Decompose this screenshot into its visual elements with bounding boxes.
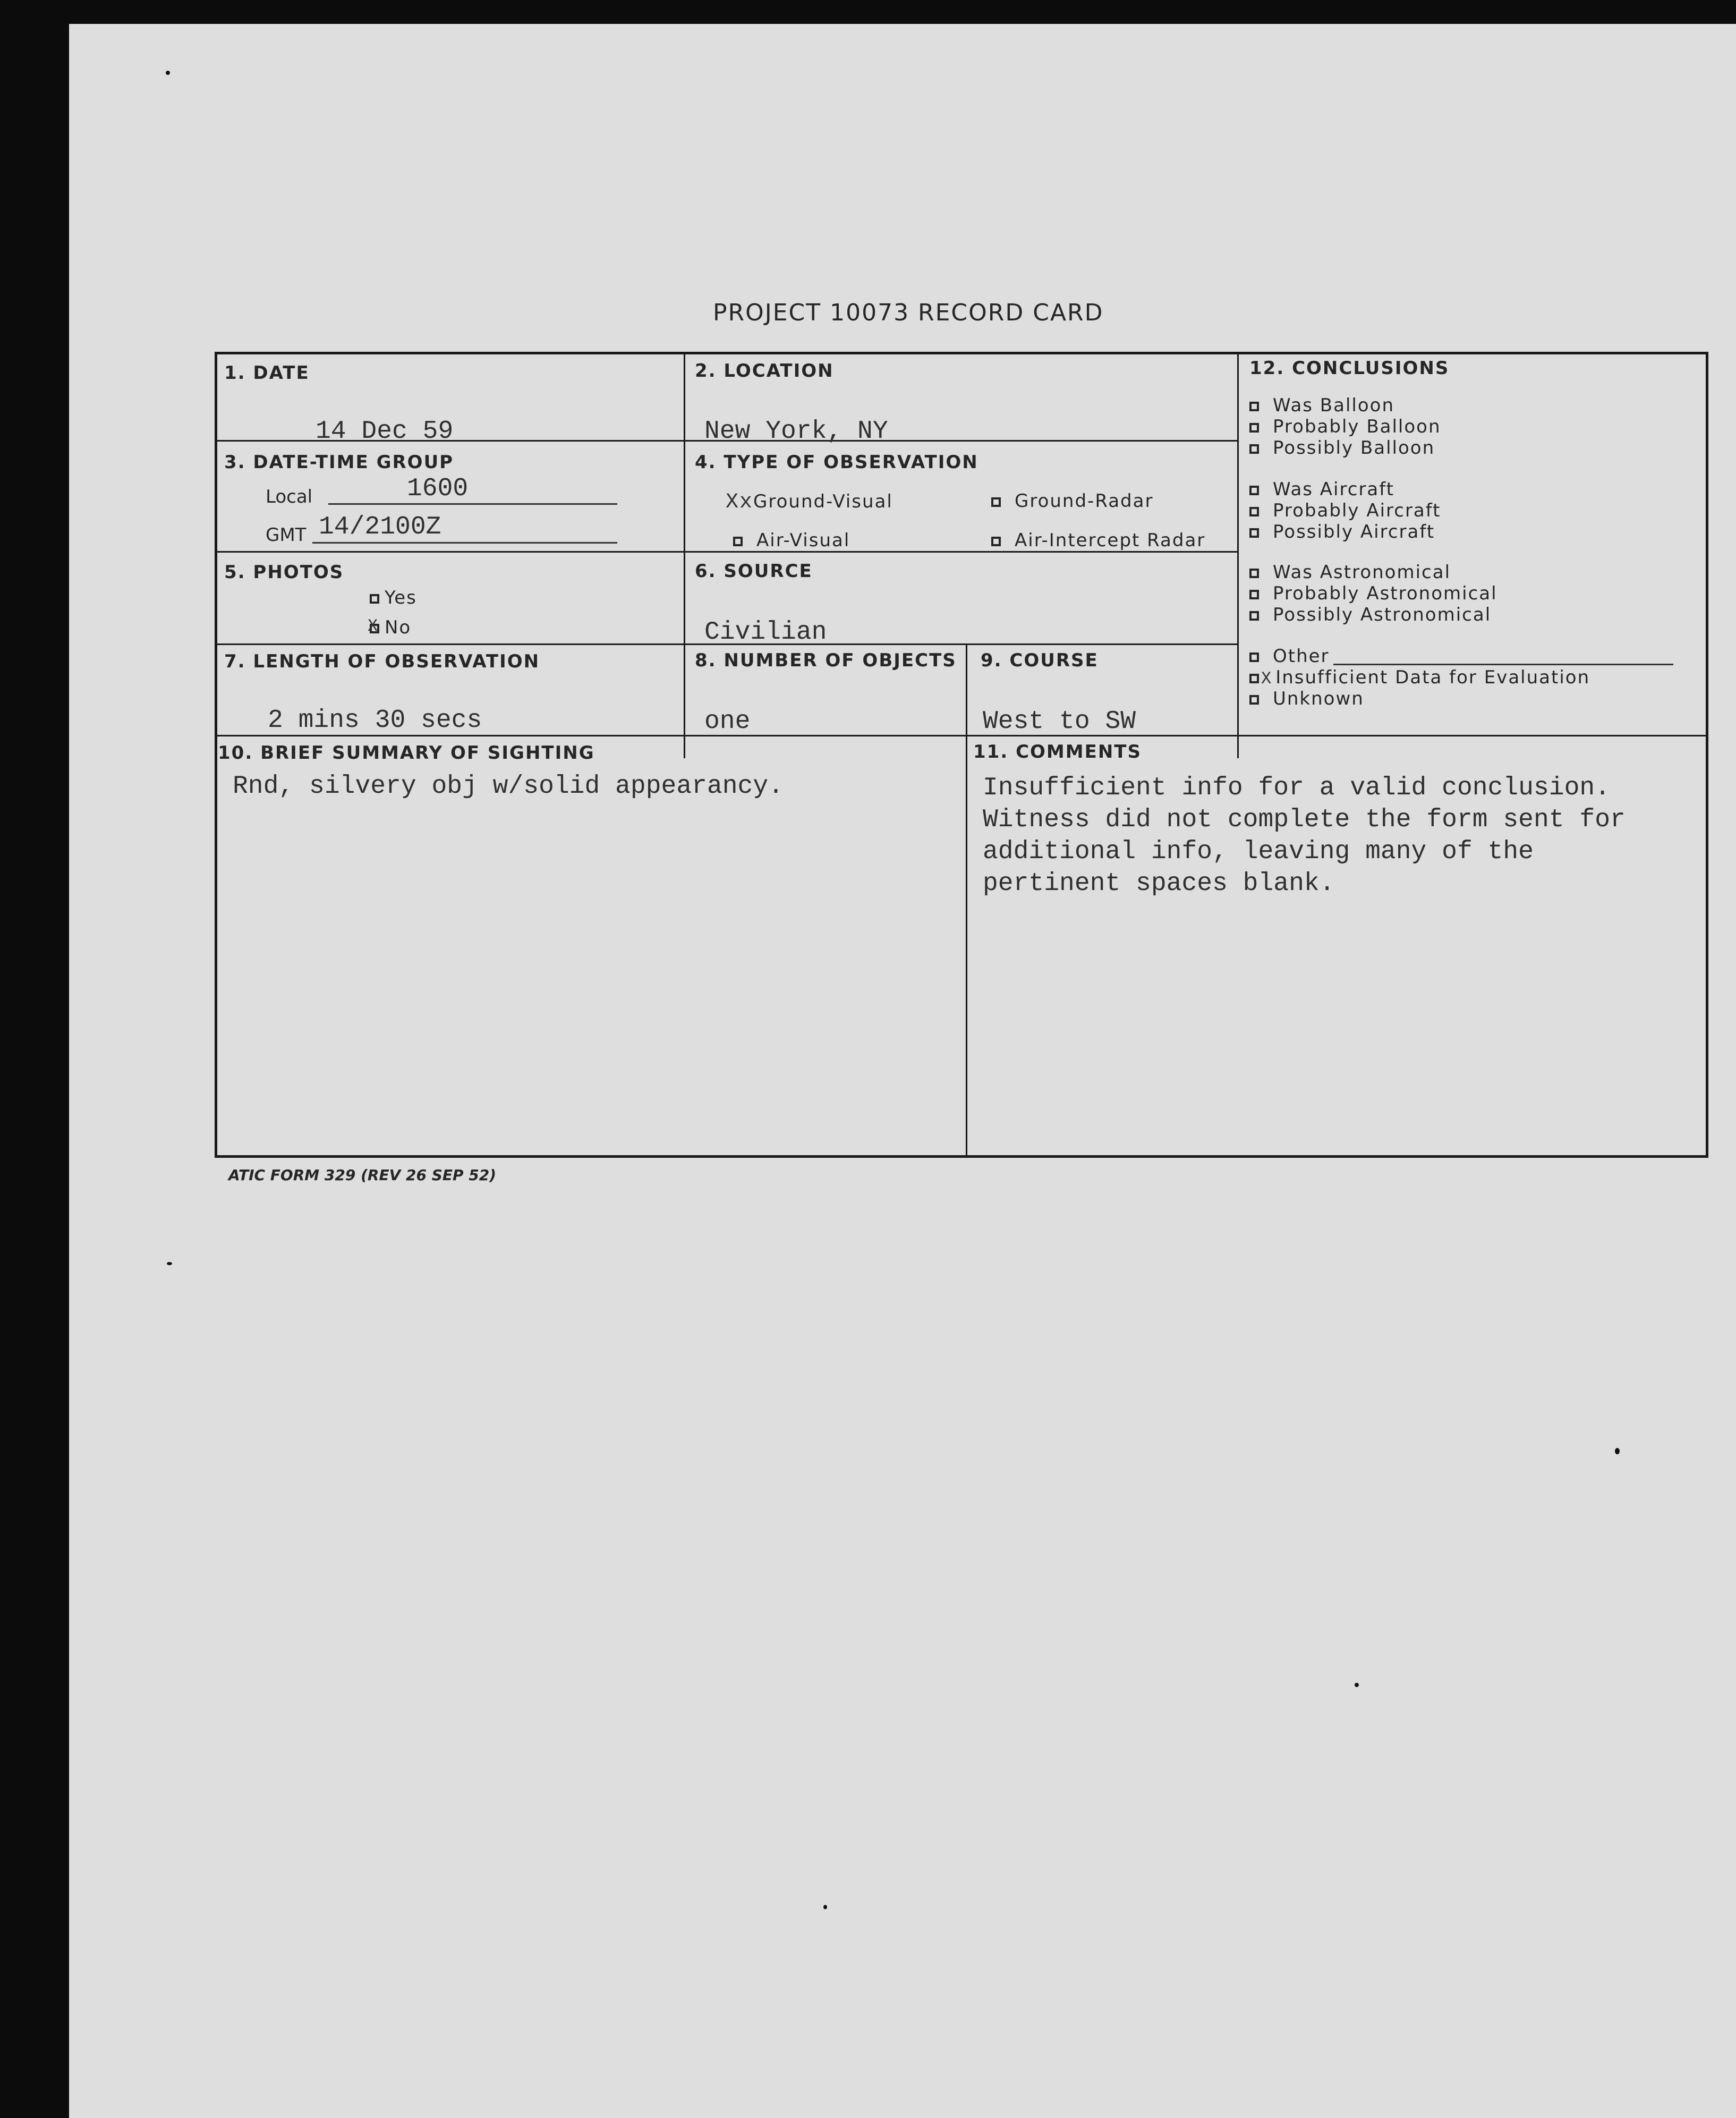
conclusion-item: Probably Aircraft — [1249, 500, 1441, 521]
frame-top — [215, 352, 1708, 354]
photos-no-check-mark: X — [368, 616, 379, 636]
frame-left — [215, 352, 217, 1158]
conclusion-item: Possibly Balloon — [1249, 437, 1435, 459]
conclusion-checkbox — [1249, 590, 1259, 599]
dtg-label: 3. DATE-TIME GROUP — [224, 452, 454, 473]
gmt-value: 14/2100Z — [319, 513, 441, 541]
conclusion-item: Was Astronomical — [1249, 562, 1451, 583]
photos-label: 5. PHOTOS — [224, 562, 344, 583]
length-value: 2 mins 30 secs — [268, 706, 482, 735]
ground-visual-check-mark: Xx — [726, 490, 754, 514]
location-value: New York, NY — [704, 417, 888, 446]
obs-type-label: 4. TYPE OF OBSERVATION — [695, 452, 978, 473]
conclusion-item-insufficient: X Insufficient Data for Evaluation — [1249, 667, 1590, 689]
photos-yes: Yes — [370, 587, 417, 608]
summary-text: Rnd, silvery obj w/solid appearancy. — [233, 772, 784, 801]
conclusion-item: Probably Astronomical — [1249, 583, 1497, 604]
comments-text — [983, 772, 1626, 900]
gmt-underline — [312, 542, 617, 544]
source-label: 6. SOURCE — [695, 561, 813, 582]
location-label: 2. LOCATION — [695, 360, 834, 382]
course-value: West to SW — [983, 707, 1136, 736]
gmt-label: GMT — [266, 524, 307, 546]
comments-label: 11. COMMENTS — [973, 741, 1142, 763]
scanned-page — [69, 24, 1736, 2118]
scan-speck — [1615, 1448, 1620, 1454]
num-objects-label: 8. NUMBER OF OBJECTS — [695, 650, 957, 671]
divider-row4 — [215, 735, 1708, 736]
photos-no: X No — [368, 616, 412, 638]
course-label: 9. COURSE — [981, 650, 1099, 671]
scan-speck — [167, 1262, 172, 1265]
divider-course — [966, 643, 967, 1157]
divider-conclusions — [1237, 352, 1239, 758]
local-underline — [328, 503, 617, 505]
conclusion-item: Was Balloon — [1249, 395, 1394, 416]
insufficient-check-mark: X — [1261, 669, 1273, 689]
conclusion-item: Possibly Astronomical — [1249, 604, 1491, 625]
frame-right — [1706, 352, 1708, 1158]
conclusion-checkbox — [1249, 402, 1259, 411]
conclusion-checkbox — [1249, 444, 1259, 454]
photos-no-checkbox — [368, 616, 379, 636]
date-value: 14 Dec 59 — [316, 417, 454, 446]
date-label: 1. DATE — [224, 362, 310, 384]
conclusion-checkbox — [1249, 423, 1259, 433]
air-visual-checkbox — [733, 537, 743, 546]
card-title: PROJECT 10073 RECORD CARD — [713, 299, 1104, 326]
conclusion-item: Unknown — [1249, 688, 1364, 709]
local-label: Local — [266, 486, 313, 507]
conclusion-item: Was Aircraft — [1249, 479, 1394, 500]
option-ground-visual: XxGround-Visual — [726, 490, 893, 514]
scan-speck — [823, 1905, 827, 1909]
conclusion-item-other: Other — [1249, 646, 1330, 667]
air-intercept-radar-checkbox — [991, 537, 1001, 546]
scan-speck — [1355, 1683, 1359, 1687]
scan-speck — [166, 71, 170, 75]
conclusion-checkbox — [1249, 507, 1259, 516]
source-value: Civilian — [704, 618, 827, 647]
local-value: 1600 — [407, 475, 469, 503]
conclusion-checkbox — [1249, 695, 1259, 705]
conclusion-item: Possibly Aircraft — [1249, 521, 1435, 543]
comment-line: Witness did not complete the form sent for — [983, 806, 1626, 834]
comment-line: pertinent spaces blank. — [983, 869, 1335, 898]
frame-bottom — [215, 1155, 1708, 1158]
length-label: 7. LENGTH OF OBSERVATION — [224, 651, 540, 672]
conclusion-checkbox — [1249, 486, 1259, 495]
conclusion-checkbox — [1249, 611, 1259, 621]
conclusions-label: 12. CONCLUSIONS — [1249, 358, 1450, 379]
conclusion-checkbox — [1249, 569, 1259, 578]
summary-label: 10. BRIEF SUMMARY OF SIGHTING — [218, 742, 595, 764]
option-ground-radar: Ground-Radar — [991, 490, 1153, 512]
form-footer: ATIC FORM 329 (REV 26 SEP 52) — [228, 1166, 497, 1184]
ground-radar-checkbox — [991, 497, 1001, 507]
num-objects-value: one — [704, 707, 751, 736]
other-underline — [1333, 664, 1673, 665]
comment-line: Insufficient info for a valid conclusion. — [983, 774, 1610, 802]
conclusion-checkbox — [1249, 528, 1259, 538]
option-air-intercept-radar: Air-Intercept Radar — [991, 530, 1205, 551]
divider-left-col — [684, 352, 685, 758]
conclusion-item: Probably Balloon — [1249, 416, 1441, 437]
photos-yes-checkbox — [370, 594, 379, 604]
conclusion-checkbox — [1249, 674, 1259, 683]
conclusion-checkbox — [1249, 653, 1259, 662]
option-air-visual: Air-Visual — [733, 530, 850, 551]
divider-row2 — [215, 551, 1239, 553]
comment-line: additional info, leaving many of the — [983, 837, 1534, 866]
